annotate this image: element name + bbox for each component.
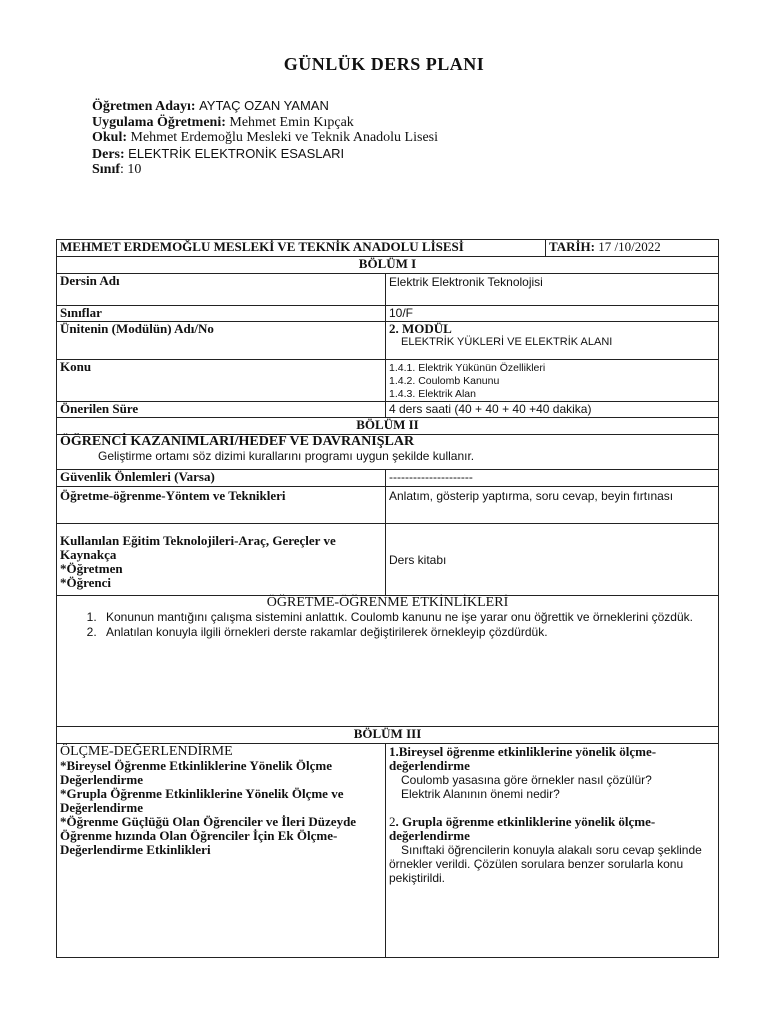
duration-value: 4 ders saati (40 + 40 + 40 +40 dakika) (386, 402, 719, 418)
safety-label: Güvenlik Önlemleri (Varsa) (57, 470, 386, 487)
topic-item: 1.4.3. Elektrik Alan (389, 388, 476, 400)
teacher-candidate-label: Öğretmen Adayı: (92, 99, 196, 114)
classes-value: 10/F (386, 306, 719, 322)
lesson-plan-table (56, 239, 719, 958)
activities-title: ÖĞRETME-ÖĞRENME ETKİNLİKLERİ (266, 595, 509, 610)
duration-row (57, 402, 719, 418)
date-cell (546, 240, 719, 257)
assessment-row (57, 744, 719, 958)
tools-teacher: *Öğretmen (60, 560, 123, 576)
duration-label: Önerilen Süre (57, 402, 386, 418)
individual-question: Elektrik Alanının önemi nedir? (401, 787, 560, 801)
group-assessment-text: Sınıftaki öğrencilerin konuyla alakalı soru cevap şeklinde örnekler verildi. Çözülen sorulara benzer sorularla konu pekiştirildi. (389, 843, 702, 885)
goals-row (57, 435, 719, 470)
date-label: TARİH: (549, 239, 595, 254)
course-line (92, 146, 438, 163)
methods-value: Anlatım, gösterip yaptırma, soru cevap, beyin fırtınası (386, 487, 719, 524)
plan-info (92, 98, 438, 178)
section-1-title: BÖLÜM I (57, 257, 719, 274)
individual-question: Coulomb yasasına göre örnekler nasıl çözülür? (401, 773, 652, 787)
grade-line (92, 162, 438, 178)
section-2-title: BÖLÜM II (57, 418, 719, 435)
individual-assessment-heading: 1.Bireysel öğrenme etkinliklerine yönelik ölçme-değerlendirme (389, 744, 657, 773)
methods-label: Öğretme-öğrenme-Yöntem ve Teknikleri (57, 487, 386, 524)
classes-label: Sınıflar (57, 306, 386, 322)
grade-label: Sınıf (92, 162, 121, 177)
methods-row (57, 487, 719, 524)
assessment-item: *Grupla Öğrenme Etkinliklerine Yönelik Ölçme ve Değerlendirme (60, 786, 344, 815)
date-value: 17 /10/2022 (598, 239, 661, 254)
school-value: Mehmet Erdemoğlu Mesleki ve Teknik Anadolu Lisesi (130, 130, 439, 145)
header-row (57, 240, 719, 257)
group-heading-text: . Grupla öğrenme etkinliklerine yönelik ölçme-değerlendirme (389, 814, 656, 843)
course-name-row (57, 274, 719, 306)
activities-list (60, 610, 715, 640)
topic-item: 1.4.1. Elektrik Yükünün Özellikleri (389, 362, 546, 374)
page-title: GÜNLÜK DERS PLANI (283, 54, 485, 74)
course-value: ELEKTRİK ELEKTRONİK ESASLARI (128, 145, 345, 161)
school-line (92, 130, 438, 146)
topic-label: Konu (57, 360, 386, 402)
unit-name: ELEKTRİK YÜKLERİ VE ELEKTRİK ALANI (401, 336, 613, 348)
activity-item: 2. Anlatılan konuyla ilgili örnekleri derste rakamlar değiştirilerek örnekleyip çözdürdük. (100, 625, 715, 640)
course-name-label: Dersin Adı (57, 274, 386, 306)
section-3-title: BÖLÜM III (57, 727, 719, 744)
goals-title: ÖĞRENCİ KAZANIMLARI/HEDEF VE DAVRANIŞLAR (60, 434, 415, 449)
school-header: MEHMET ERDEMOĞLU MESLEKİ VE TEKNİK ANADOLU LİSESİ (57, 240, 546, 257)
teacher-candidate-line (92, 98, 438, 115)
group-heading-number: 2 (389, 814, 396, 829)
unit-row (57, 322, 719, 360)
grade-value: : 10 (120, 162, 142, 177)
tools-student: *Öğrenci (60, 574, 112, 590)
practice-teacher-value: Mehmet Emin Kıpçak (229, 114, 354, 130)
tools-value: Ders kitabı (386, 524, 719, 596)
tools-label: Kullanılan Eğitim Teknolojileri-Araç, Gereçler ve Kaynakça (60, 532, 336, 562)
unit-label: Ünitenin (Modülün) Adı/No (57, 322, 386, 360)
assessment-item: *Öğrenme Güçlüğü Olan Öğrenciler ve İleri Düzeyde Öğrenme hızında Olan Öğrenciler İçin Ek Ölçme-Değerlendirme Etkinlikleri (60, 814, 357, 857)
unit-number: 2. MODÜL (389, 321, 452, 336)
classes-row (57, 306, 719, 322)
safety-value: --------------------- (386, 470, 719, 487)
course-name-value: Elektrik Elektronik Teknolojisi (386, 274, 719, 306)
goals-text: Geliştirme ortamı söz dizimi kurallarını programı uygun şekilde kullanır. (98, 449, 475, 463)
assessment-item: *Bireysel Öğrenme Etkinliklerine Yönelik Ölçme Değerlendirme (60, 758, 333, 787)
activities-row (57, 596, 719, 727)
tools-row (57, 524, 719, 596)
assessment-title: ÖLÇME-DEĞERLENDİRME (60, 744, 233, 759)
school-label: Okul: (92, 130, 128, 145)
activity-item: 1. Konunun mantığını çalışma sistemini anlattık. Coulomb kanunu ne işe yarar onu öğrettik ve örneklerini çözdük. (100, 610, 715, 625)
teacher-candidate-value: AYTAÇ OZAN YAMAN (199, 98, 329, 113)
group-assessment-heading (389, 815, 715, 843)
course-label: Ders: (92, 146, 125, 162)
practice-teacher-line (92, 115, 438, 131)
safety-row (57, 470, 719, 487)
topic-item: 1.4.2. Coulomb Kanunu (389, 375, 500, 387)
practice-teacher-label: Uygulama Öğretmeni: (92, 114, 226, 130)
topic-row (57, 360, 719, 402)
